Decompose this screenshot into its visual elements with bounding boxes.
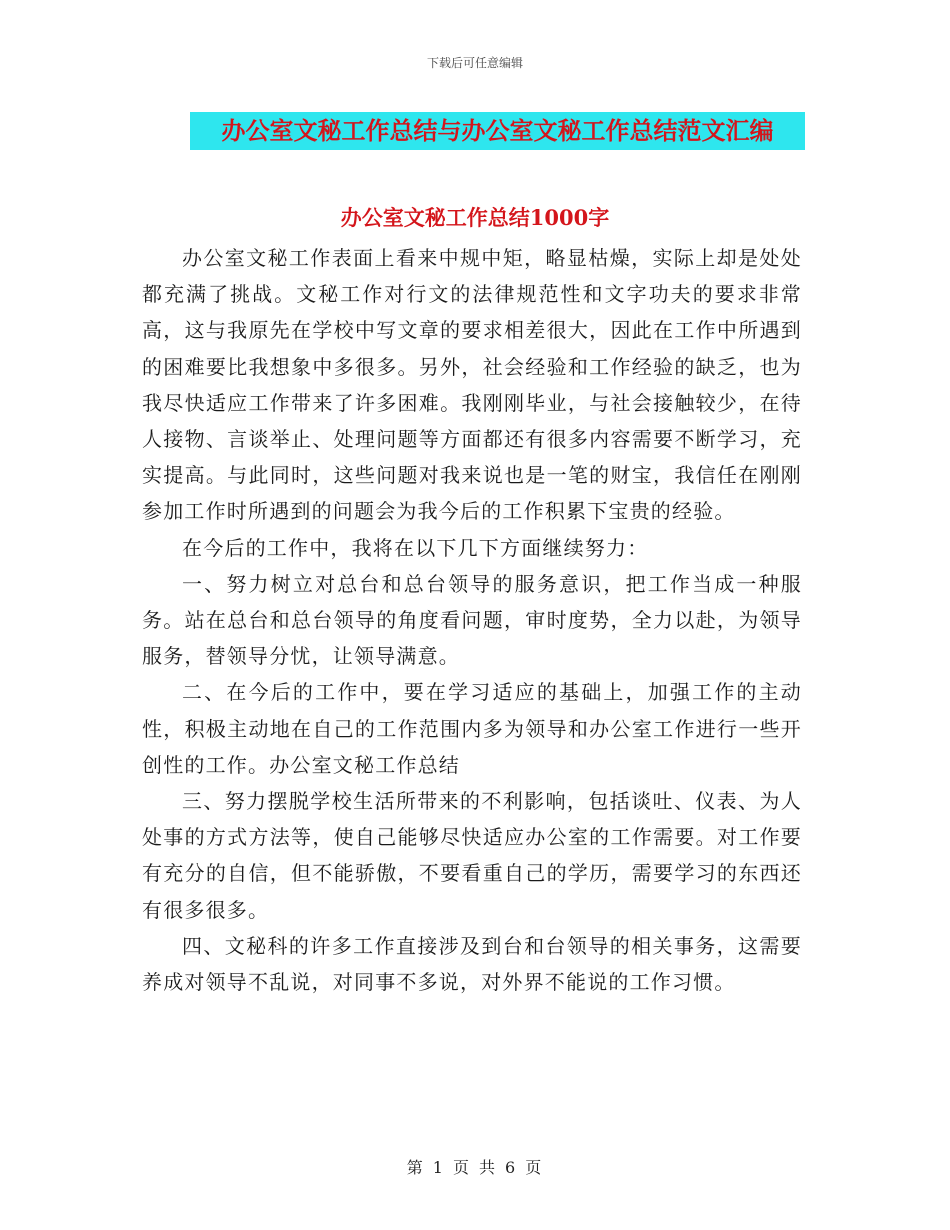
- main-title: 办公室文秘工作总结与办公室文秘工作总结范文汇编: [221, 116, 774, 145]
- footer-total-pages: 6: [505, 1158, 518, 1177]
- paragraph: 三、努力摆脱学校生活所带来的不利影响，包括谈吐、仪表、为人处事的方式方法等，使自己能够尽快适应办公室的工作需要。对工作要有充分的自信，但不能骄傲，不要看重自己的学历，需要学习的东西还有很多很多。: [142, 789, 802, 922]
- footer-label-page: 第: [406, 1158, 425, 1177]
- main-title-highlight: [190, 112, 805, 150]
- paragraph: 在今后的工作中，我将在以下几下方面继续努力：: [182, 535, 649, 560]
- page-footer: [0, 1155, 950, 1178]
- paragraph: 四、文秘科的许多工作直接涉及到台和台领导的相关事务，这需要养成对领导不乱说，对同事不多说，对外界不能说的工作习惯。: [142, 933, 802, 995]
- footer-label-unit2: 页: [525, 1158, 544, 1177]
- header-note: 下载后可任意编辑: [426, 56, 523, 70]
- paragraph: 一、努力树立对总台和总台领导的服务意识，把工作当成一种服务。站在总台和总台领导的角度看问题，审时度势，全力以赴，为领导服务，替领导分忧，让领导满意。: [142, 571, 802, 669]
- body-text: [142, 240, 802, 1000]
- paragraph: 二、在今后的工作中，要在学习适应的基础上，加强工作的主动性，积极主动地在自己的工作范围内多为领导和办公室工作进行一些开创性的工作。办公室文秘工作总结: [142, 680, 802, 777]
- footer-page-number: 1: [432, 1158, 445, 1177]
- footer-label-unit: 页: [452, 1158, 471, 1177]
- paragraph: 办公室文秘工作表面上看来中规中矩，略显枯燥，实际上却是处处都充满了挑战。文秘工作对行文的法律规范性和文字功夫的要求非常高，这与我原先在学校中写文章的要求相差很大，因此在工作中所遇到的困难要比我想象中多很多。另外，社会经验和工作经验的缺乏，也为我尽快适应工作带来了许多困难。我刚刚毕业，与社会接触较少，在待人接物、言谈举止、处理问题等方面都还有很多内容需要不断学习，充实提高。与此同时，这些问题对我来说也是一笔的财宝，我信任在刚刚参加工作时所遇到的问题会为我今后的工作积累下宝贵的经验。: [142, 246, 802, 524]
- sub-title: 办公室文秘工作总结1000字: [340, 205, 610, 230]
- footer-label-total: 共: [479, 1158, 498, 1177]
